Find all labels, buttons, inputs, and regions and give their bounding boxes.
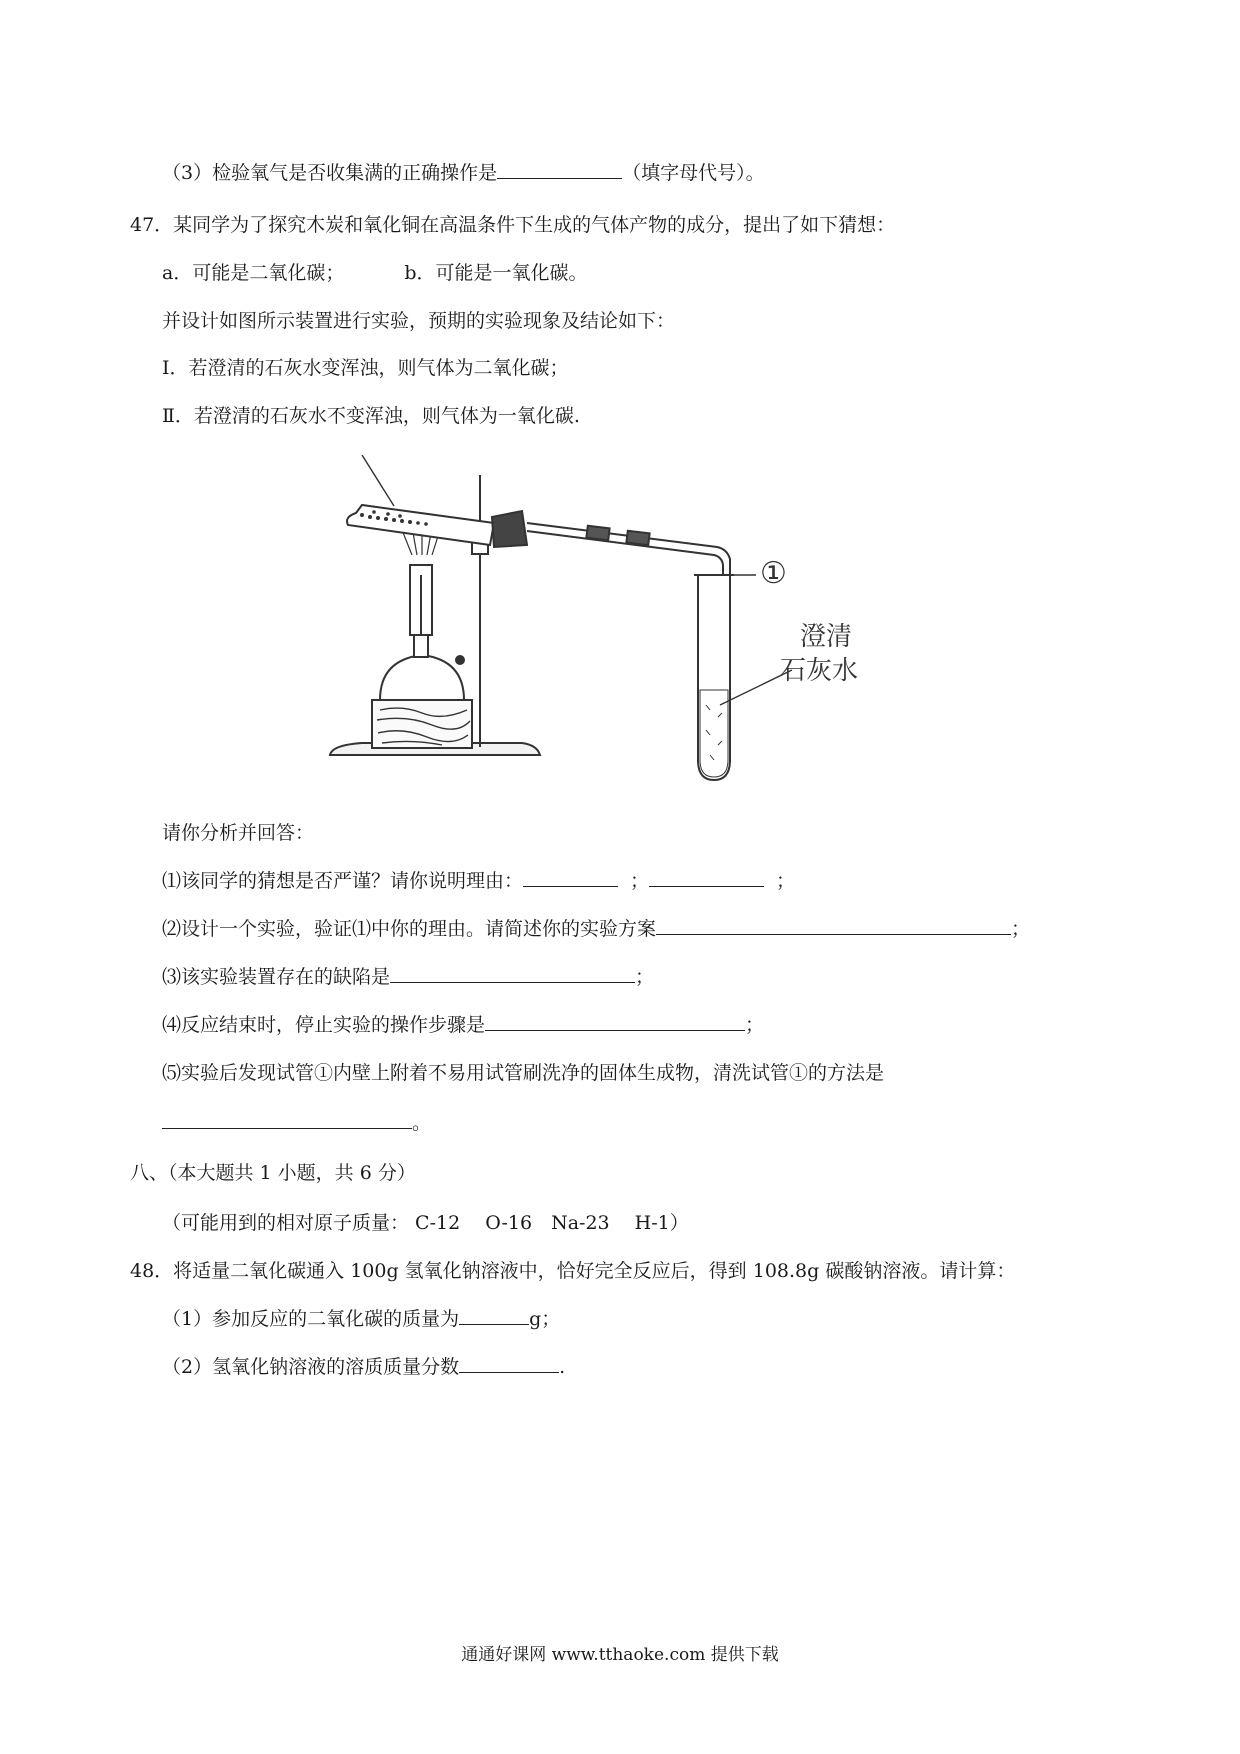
q48-part1-blank[interactable] bbox=[459, 1306, 529, 1325]
q46-part3-suffix: （填字母代号）。 bbox=[622, 162, 765, 184]
q47-p3-blank[interactable] bbox=[390, 964, 635, 983]
q47-p1-blank-2[interactable] bbox=[649, 868, 764, 887]
footer-watermark: 通通好课网 www.tthaoke.com 提供下载 bbox=[461, 1645, 779, 1665]
q48-part2-blank[interactable] bbox=[459, 1354, 559, 1373]
alcohol-lamp bbox=[380, 655, 464, 700]
q47-p2-blank[interactable] bbox=[656, 916, 1011, 935]
q47-p5-blank[interactable] bbox=[162, 1110, 412, 1129]
q47-p3-prefix: ⑶该实验装置存在的缺陷是 bbox=[162, 966, 391, 988]
q47-p1-blank-1[interactable] bbox=[523, 868, 618, 887]
q47-p1-sep: ； bbox=[630, 870, 650, 892]
limewater-label-2: 石灰水 bbox=[780, 655, 859, 685]
q47-outcome-1: Ⅰ．若澄清的石灰水变浑浊，则气体为二氧化碳； bbox=[162, 357, 569, 379]
q47-p3 bbox=[162, 964, 654, 990]
q47-guess-a: a．可能是二氧化碳； bbox=[162, 262, 345, 284]
q46-part3 bbox=[162, 160, 765, 186]
q47-p5-answer bbox=[162, 1110, 431, 1136]
q48-part1-suffix: g； bbox=[529, 1308, 561, 1330]
q47-guesses bbox=[162, 260, 588, 286]
q46-part3-prefix: （3）检验氧气是否收集满的正确操作是 bbox=[162, 162, 498, 184]
q47-prompt: 请你分析并回答： bbox=[162, 822, 315, 844]
q47-p1-prefix: ⑴该同学的猜想是否严谨？请你说明理由： bbox=[162, 870, 524, 892]
section8-heading: 八、（本大题共 1 小题，共 6 分） bbox=[130, 1162, 416, 1184]
q47-guess-b: b．可能是一氧化碳。 bbox=[404, 262, 588, 284]
q47-p3-end: ； bbox=[635, 966, 655, 988]
q47-p1-end: ； bbox=[776, 870, 796, 892]
q47-p2 bbox=[162, 916, 1030, 942]
q48-part2 bbox=[162, 1354, 565, 1380]
apparatus-figure bbox=[322, 455, 962, 785]
q47-p4-blank[interactable] bbox=[485, 1012, 745, 1031]
q46-part3-blank[interactable] bbox=[497, 160, 622, 179]
q47-outcome-2: Ⅱ．若澄清的石灰水不变浑浊，则气体为一氧化碳. bbox=[162, 405, 580, 427]
q47-p5: ⑸实验后发现试管①内壁上附着不易用试管刷洗净的固体生成物，清洗试管①的方法是 bbox=[162, 1062, 885, 1084]
stopper bbox=[492, 511, 527, 547]
q47-p4-prefix: ⑷反应结束时，停止实验的操作步骤是 bbox=[162, 1014, 486, 1036]
q48-part1 bbox=[162, 1306, 560, 1332]
q48-part2-prefix: （2）氢氧化钠溶液的溶质质量分数 bbox=[162, 1356, 460, 1378]
q47-p2-end: ； bbox=[1011, 918, 1031, 940]
receiving-test-tube bbox=[698, 575, 730, 780]
q48-part1-prefix: （1）参加反应的二氧化碳的质量为 bbox=[162, 1308, 460, 1330]
limewater-label-1: 澄清 bbox=[800, 621, 853, 651]
q48-stem: 48．将适量二氧化碳通入 100g 氢氧化钠溶液中，恰好完全反应后，得到 108.8g 碳酸钠溶液。请计算： bbox=[130, 1260, 1016, 1282]
q47-p2-prefix: ⑵设计一个实验，验证⑴中你的理由。请简述你的实验方案 bbox=[162, 918, 657, 940]
q47-stem: 47．某同学为了探究木炭和氧化铜在高温条件下生成的气体产物的成分，提出了如下猜想： bbox=[130, 214, 896, 236]
q47-p5-end: 。 bbox=[412, 1112, 432, 1134]
q47-design: 并设计如图所示装置进行实验，预期的实验现象及结论如下： bbox=[162, 310, 676, 332]
atomic-masses: （可能用到的相对原子质量： C-12 O-16 Na-23 H-1） bbox=[162, 1212, 689, 1234]
tube-number-label: ① bbox=[760, 557, 787, 590]
q47-p4 bbox=[162, 1012, 764, 1038]
q47-p1 bbox=[162, 868, 795, 894]
q48-part2-suffix: . bbox=[559, 1356, 566, 1378]
q47-p4-end: ； bbox=[745, 1014, 765, 1036]
heated-test-tube bbox=[347, 505, 494, 545]
